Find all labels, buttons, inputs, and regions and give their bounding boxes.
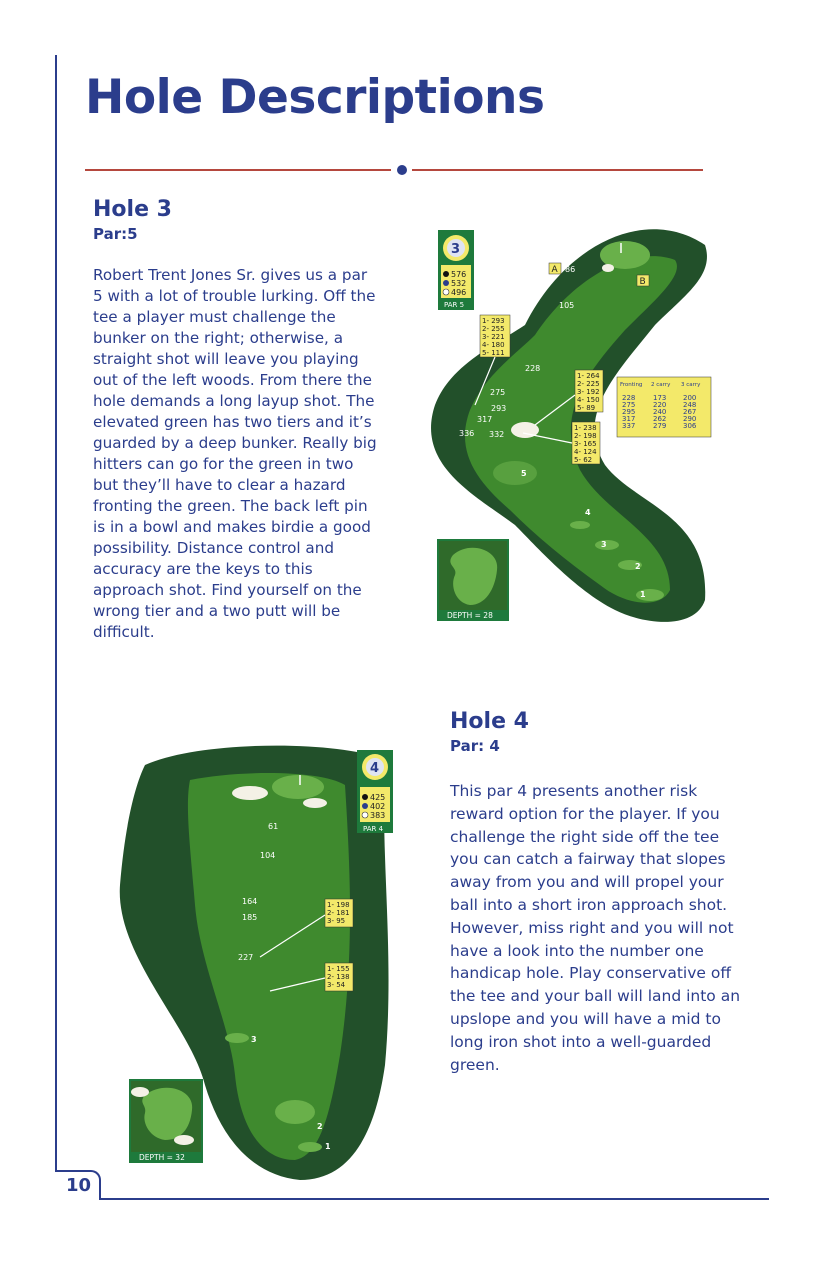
badge-yardage: 532 [451,279,467,288]
carry-table-header: 3 carry [681,382,701,388]
hole-3-badge [438,230,474,310]
distance-mark: 86 [565,265,576,274]
carry-table-cell: 173 [653,394,667,402]
callout-line: 1- 155 [327,965,350,973]
bunker [303,798,327,808]
carry-table-header: Fronting [620,382,643,388]
tee-marker-white [362,812,368,818]
tee-box [493,461,537,485]
callout-line: 2- 255 [482,325,505,333]
tee-label: 2 [635,562,641,571]
callout-line: 5- 62 [574,456,593,464]
green-depth-inset [130,1080,202,1162]
carry-table-cell: 295 [622,408,636,416]
marker-b: B [639,277,646,287]
carry-table-cell: 228 [622,394,636,402]
tee-box [595,540,619,550]
tee-marker-white [443,289,449,295]
callout-line: 3- 95 [327,917,346,925]
tee-label: 1 [640,590,646,599]
hole-3-par: Par:5 [93,225,138,243]
carry-table-header: 2 carry [651,382,671,388]
tee-box [225,1033,249,1043]
callout-line: 1- 264 [577,372,600,380]
badge-yardage: 576 [451,270,467,279]
green-depth-inset [438,540,508,620]
hole-4-badge [357,750,393,833]
tee-label: 3 [251,1035,257,1044]
badge-par: PAR 4 [363,825,384,833]
callout-line: 5- 111 [482,349,505,357]
tee-label: 3 [601,540,607,549]
callout-line: 2- 138 [327,973,350,981]
badge-yardage: 383 [370,811,386,820]
distance-mark: 293 [491,404,507,413]
badge-par: PAR 5 [444,301,465,309]
distance-mark: 317 [477,415,493,424]
hole-4-map-graphic [110,735,410,1185]
green [272,775,324,799]
marker-a: A [551,265,558,275]
callout-line: 4- 180 [482,341,505,349]
hole-4-par: Par: 4 [450,737,500,755]
tee-box [298,1142,322,1152]
distance-mark: 228 [525,364,541,373]
hole-4-title: Hole 4 [450,709,529,734]
distance-mark: 164 [242,897,258,906]
hole-4-description: This par 4 presents another risk reward option for the player. If you challenge the right side off the tee you can catch a fairway that slopes away from you and will propel your ball into a short iron approach shot. However, miss right and you will not have a look into the number one handicap hole. Play conservative off the tee and your ball will land into an upslope and you will have a mid to long iron shot into a well-guarded green. [450,782,741,1074]
title-divider-left [85,169,391,171]
distance-mark: 227 [238,953,254,962]
callout-line: 4- 124 [574,448,597,456]
depth-label: DEPTH = 28 [447,611,493,620]
distance-mark: 61 [268,822,279,831]
tee-marker-black [362,794,368,800]
carry-table-cell: 275 [622,401,636,409]
callout-line: 5- 89 [577,404,596,412]
callout-line: 2- 225 [577,380,600,388]
page-frame-bottom [55,1198,769,1200]
carry-table-cell: 262 [653,415,667,423]
badge-yardage: 402 [370,802,386,811]
hole-4-map [110,735,410,1185]
greenside-bunker [602,264,614,272]
distance-mark: 336 [459,429,475,438]
carry-table-cell: 279 [653,422,667,430]
distance-mark: 105 [559,301,575,310]
distance-mark: 332 [489,430,505,439]
callout-line: 1- 293 [482,317,505,325]
carry-table-cell: 290 [683,415,697,423]
carry-table-cell: 220 [653,401,667,409]
callout-line: 3- 165 [574,440,597,448]
carry-table-cell: 240 [653,408,667,416]
tee-label: 1 [325,1142,331,1151]
callout-line: 2- 181 [327,909,350,917]
carry-table-cell: 267 [683,408,697,416]
tee-label: 5 [521,469,527,478]
carry-table-cell: 306 [683,422,697,430]
tee-label: 4 [585,508,591,517]
badge-yardage: 496 [451,288,467,297]
distance-mark: 185 [242,913,258,922]
tee-marker-blue [443,280,449,286]
tee-label: 2 [317,1122,323,1131]
callout-line: 3- 54 [327,981,346,989]
carry-table-cell: 200 [683,394,697,402]
badge-number: 3 [451,242,461,257]
hole-3-title: Hole 3 [93,197,172,222]
hole-3-map [415,205,715,630]
tee-marker-blue [362,803,368,809]
hole-3-description: Robert Trent Jones Sr. gives us a par 5 with a lot of trouble lurking. Off the tee a player must challenge the bunker on the right; otherwise, a straight shot will leave you playing out of the left woods. From there the hole demands a long layup shot. The elevated green has two tiers and it’s guarded by a deep bunker. Really big hitters can go for the green in two but they’ll have to clear a hazard fronting the green. The back left pin is in a bowl and makes birdie a good possibility. Distance control and accuracy are the keys to this approach shot. Find yourself on the wrong tier and a two putt will be difficult. [93,266,377,641]
carry-table-cell: 317 [622,415,636,423]
distance-mark: 275 [490,388,506,397]
callout-line: 2- 198 [574,432,597,440]
carry-table-cell: 248 [683,401,697,409]
tee-box [570,521,590,529]
callout-line: 1- 198 [327,901,350,909]
title-divider-right [412,169,703,171]
callout-line: 3- 221 [482,333,505,341]
tee-box [275,1100,315,1124]
hole-3-map-graphic [415,205,715,630]
bunker [232,786,268,800]
page-title: Hole Descriptions [85,70,545,125]
distance-mark: 104 [260,851,276,860]
page-number: 10 [66,1175,92,1196]
callout-line: 1- 238 [574,424,597,432]
badge-number: 4 [370,761,380,776]
tee-marker-black [443,271,449,277]
callout-line: 3- 192 [577,388,600,396]
callout-line: 4- 150 [577,396,600,404]
depth-label: DEPTH = 32 [139,1153,185,1162]
carry-table-cell: 337 [622,422,636,430]
page-frame-left [55,55,57,1200]
title-divider-dot [397,165,407,175]
badge-yardage: 425 [370,793,386,802]
carry-table [617,377,711,437]
